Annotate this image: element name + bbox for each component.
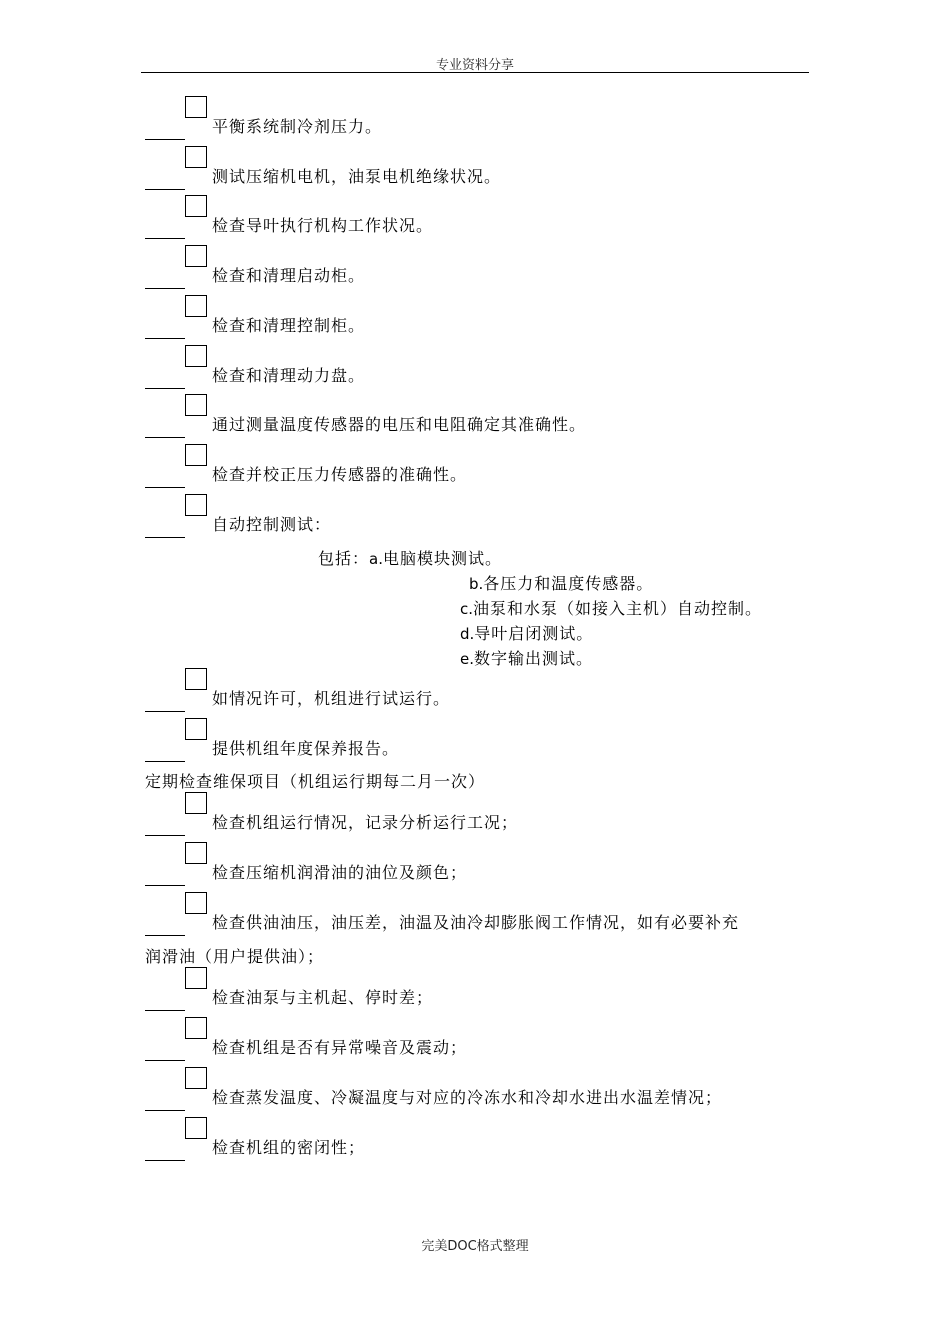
section-title: 定期检查维保项目（机组运行期每二月一次） bbox=[145, 772, 486, 791]
checkbox[interactable] bbox=[185, 96, 207, 118]
item-label: 检查并校正压力传感器的准确性。 bbox=[212, 465, 468, 484]
sub-item-b bbox=[469, 573, 653, 595]
sub-text: 电脑模块测试。 bbox=[382, 549, 502, 568]
sub-text: 数字输出测试。 bbox=[474, 649, 594, 668]
sub-marker: e. bbox=[460, 650, 474, 668]
item-label: 检查油泵与主机起、停时差； bbox=[212, 988, 434, 1007]
item-label: 提供机组年度保养报告。 bbox=[212, 739, 400, 758]
checkbox[interactable] bbox=[185, 195, 207, 217]
item-label: 如情况许可，机组进行试运行。 bbox=[212, 689, 451, 708]
item-label: 检查导叶执行机构工作状况。 bbox=[212, 216, 434, 235]
blank-line bbox=[145, 1060, 185, 1061]
includes-label: 包括： bbox=[318, 549, 370, 568]
checkbox[interactable] bbox=[185, 345, 207, 367]
blank-line bbox=[145, 537, 185, 538]
blank-line bbox=[145, 437, 185, 438]
sub-marker: d. bbox=[460, 625, 475, 643]
checkbox[interactable] bbox=[185, 295, 207, 317]
checkbox[interactable] bbox=[185, 245, 207, 267]
blank-line bbox=[145, 711, 185, 712]
blank-line bbox=[145, 1110, 185, 1111]
sub-marker: a. bbox=[369, 550, 383, 568]
blank-line bbox=[145, 835, 185, 836]
blank-line bbox=[145, 1010, 185, 1011]
checkbox[interactable] bbox=[185, 1117, 207, 1139]
item-label: 检查和清理控制柜。 bbox=[212, 316, 366, 335]
sub-text: 各压力和温度传感器。 bbox=[483, 574, 654, 593]
sub-text: 油泵和水泵（如接入主机）自动控制。 bbox=[473, 599, 763, 618]
blank-line bbox=[145, 761, 185, 762]
blank-line bbox=[145, 139, 185, 140]
header-rule bbox=[141, 72, 809, 73]
blank-line bbox=[145, 1160, 185, 1161]
item-label: 检查和清理启动柜。 bbox=[212, 266, 366, 285]
blank-line bbox=[145, 189, 185, 190]
item-label: 通过测量温度传感器的电压和电阻确定其准确性。 bbox=[212, 415, 587, 434]
checkbox[interactable] bbox=[185, 494, 207, 516]
item-label: 检查机组的密闭性； bbox=[212, 1138, 366, 1157]
sub-marker: c. bbox=[460, 600, 474, 618]
blank-line bbox=[145, 288, 185, 289]
checkbox[interactable] bbox=[185, 842, 207, 864]
sub-marker: b. bbox=[469, 575, 484, 593]
item-label: 检查机组运行情况，记录分析运行工况； bbox=[212, 813, 519, 832]
blank-line bbox=[145, 238, 185, 239]
item-label: 检查压缩机润滑油的油位及颜色； bbox=[212, 863, 468, 882]
blank-line bbox=[145, 388, 185, 389]
item-label: 检查供油油压，油压差，油温及油冷却膨胀阀工作情况，如有必要补充 bbox=[212, 913, 740, 932]
checkbox[interactable] bbox=[185, 1067, 207, 1089]
checkbox[interactable] bbox=[185, 892, 207, 914]
item-label-continuation: 润滑油（用户提供油）； bbox=[145, 947, 325, 966]
checkbox[interactable] bbox=[185, 146, 207, 168]
sub-text: 导叶启闭测试。 bbox=[474, 624, 594, 643]
blank-line bbox=[145, 885, 185, 886]
item-label: 检查机组是否有异常噪音及震动； bbox=[212, 1038, 468, 1057]
sub-item-a bbox=[318, 548, 502, 570]
checkbox[interactable] bbox=[185, 668, 207, 690]
item-label: 平衡系统制冷剂压力。 bbox=[212, 117, 383, 136]
page-footer: 完美DOC格式整理 bbox=[421, 1239, 529, 1254]
checkbox[interactable] bbox=[185, 444, 207, 466]
item-label: 检查和清理动力盘。 bbox=[212, 366, 366, 385]
blank-line bbox=[145, 935, 185, 936]
sub-item-d bbox=[460, 623, 593, 645]
blank-line bbox=[145, 338, 185, 339]
blank-line bbox=[145, 487, 185, 488]
sub-item-c bbox=[460, 598, 762, 620]
checkbox[interactable] bbox=[185, 394, 207, 416]
checkbox[interactable] bbox=[185, 1017, 207, 1039]
checkbox[interactable] bbox=[185, 967, 207, 989]
item-label: 测试压缩机电机，油泵电机绝缘状况。 bbox=[212, 167, 502, 186]
header-text: 专业资料分享 bbox=[435, 58, 514, 73]
item-label: 检查蒸发温度、冷凝温度与对应的冷冻水和冷却水进出水温差情况； bbox=[212, 1088, 723, 1107]
sub-item-e bbox=[460, 648, 593, 670]
checkbox[interactable] bbox=[185, 792, 207, 814]
checkbox[interactable] bbox=[185, 718, 207, 740]
item-label: 自动控制测试： bbox=[212, 515, 332, 534]
